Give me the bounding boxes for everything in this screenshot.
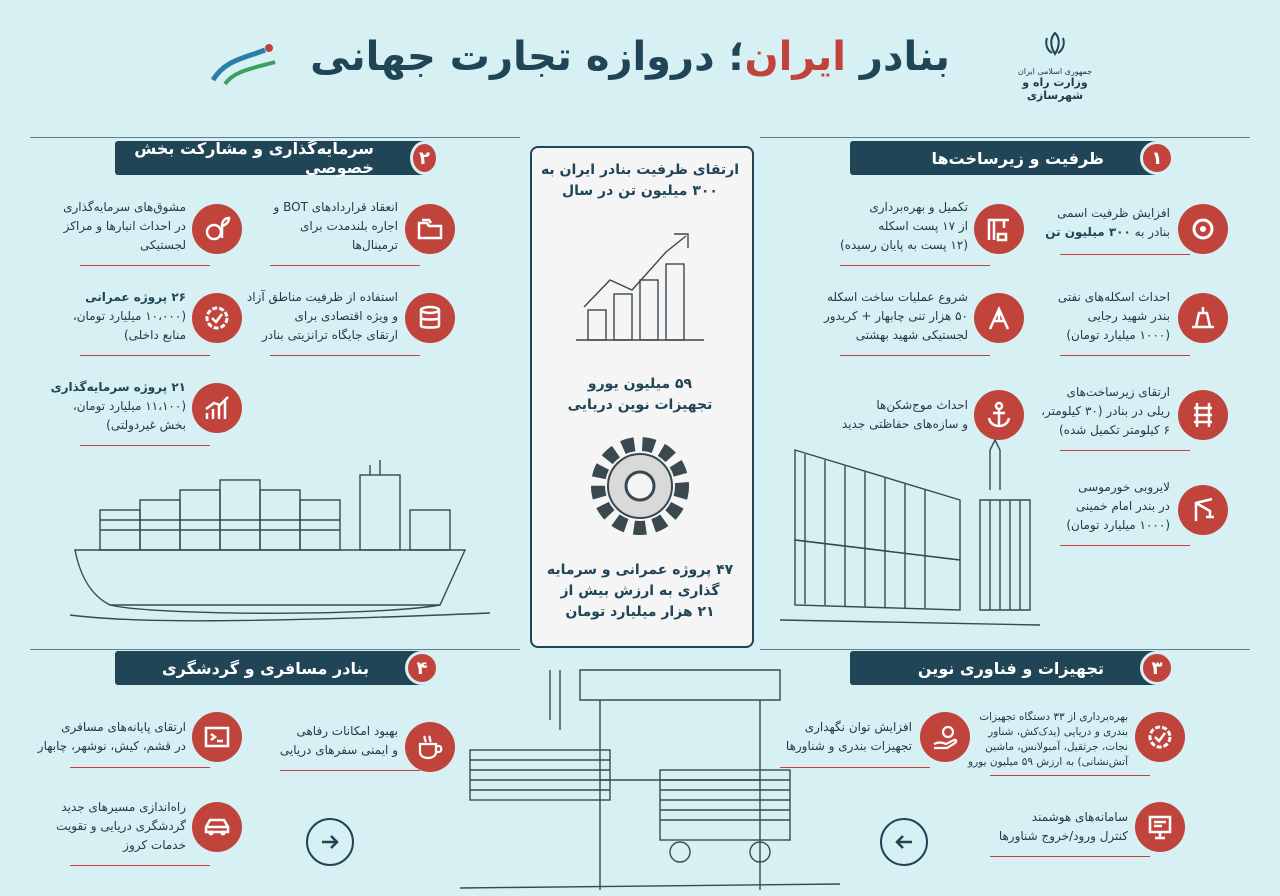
s4-b-line2: در قشم، کیش، نوشهر، چابهار bbox=[37, 739, 186, 753]
iran-emblem-icon bbox=[1041, 30, 1069, 58]
s2-c-underline bbox=[270, 355, 420, 356]
s2-c-line3: ارتقای جایگاه ترانزیتی بنادر bbox=[262, 328, 398, 342]
s1-d-line3: لجستیکی شهید بهشتی bbox=[855, 328, 968, 342]
center-t3: ۵۹ میلیون یورو bbox=[587, 376, 693, 392]
title-highlight: ایران bbox=[744, 34, 846, 80]
s1-e-line3: ۶ کیلومتر تکمیل شده) bbox=[1058, 423, 1170, 437]
center-capacity-text bbox=[540, 160, 740, 202]
s1-g-line1: لایروبی خورموسی bbox=[1078, 480, 1170, 494]
s4-c-line1: راه‌اندازی مسیرهای جدید bbox=[61, 800, 186, 814]
center-t5: ۴۷ پروژه عمرانی و سرمایه bbox=[546, 562, 734, 578]
s2-b-line1: مشوق‌های سرمایه‌گذاری bbox=[63, 200, 186, 214]
s2-e-line1: ۲۱ پروژه سرمایه‌گذاری bbox=[50, 380, 186, 394]
divider-bottom-right bbox=[760, 649, 1250, 650]
section-4-number: ۴ bbox=[405, 651, 439, 685]
s1-a-line2: بنادر به bbox=[1130, 225, 1170, 239]
s3-c-underline bbox=[990, 856, 1150, 857]
s1-c-line1: احداث اسکله‌های نفتی bbox=[1057, 290, 1170, 304]
s1-g-line2: در بندر امام خمینی bbox=[1075, 499, 1170, 513]
center-t1: ارتقای ظرفیت بنادر ایران به bbox=[540, 162, 740, 178]
container-yard-illustration bbox=[780, 430, 1040, 630]
s4-c-line2: گردشگری دریایی و تقویت bbox=[56, 819, 186, 833]
s1-e-underline bbox=[1060, 450, 1190, 451]
container-yard-icon bbox=[780, 430, 1040, 630]
s1-g-line3: (۱۰۰۰ میلیارد تومان) bbox=[1066, 518, 1170, 532]
section-4-header bbox=[115, 651, 428, 685]
s4-a-underline bbox=[280, 770, 420, 771]
title-part-2: ؛ دروازه تجارت جهانی bbox=[310, 34, 745, 80]
s4-item-cruise bbox=[20, 798, 186, 855]
coffee-cup-icon bbox=[405, 722, 455, 772]
divider-bottom-left bbox=[30, 649, 520, 650]
ministry-line-2: وزارت راه و شهرسازی bbox=[1022, 76, 1088, 102]
center-t6: گذاری به ارزش بیش از bbox=[560, 583, 720, 599]
capacity-gear-icon bbox=[1178, 204, 1228, 254]
port-crane-icon bbox=[974, 204, 1024, 254]
s1-f-line1: احداث موج‌شکن‌ها bbox=[876, 398, 968, 412]
s2-b-line3: لجستیکی bbox=[140, 238, 186, 252]
maintenance-hand-icon bbox=[920, 712, 970, 762]
s1-a-line1: افزایش ظرفیت اسمی bbox=[1057, 206, 1170, 220]
center-projects-text bbox=[540, 560, 740, 623]
s3-c-line1: سامانه‌های هوشمند bbox=[1031, 810, 1128, 824]
s2-item-21-projects bbox=[30, 378, 186, 435]
section-1-header bbox=[850, 141, 1163, 175]
gear-illustration bbox=[580, 426, 700, 546]
section-2-header bbox=[115, 139, 430, 177]
arrow-right-button[interactable] bbox=[306, 818, 354, 866]
s2-item-free-zones bbox=[220, 288, 398, 345]
section-3-title: تجهیزات و فناوری نوین bbox=[917, 658, 1104, 678]
s2-e-underline bbox=[80, 445, 210, 446]
growth-chart-icon bbox=[192, 383, 242, 433]
section-1-number: ۱ bbox=[1140, 141, 1174, 175]
s2-item-26-projects bbox=[30, 288, 186, 345]
dredger-crane-icon bbox=[1178, 485, 1228, 535]
s1-item-oil-jetties bbox=[1010, 288, 1170, 345]
s1-c-underline bbox=[1060, 355, 1190, 356]
s2-c-line2: و ویژه اقتصادی برای bbox=[294, 309, 398, 323]
s4-b-line1: ارتقای پایانه‌های مسافری bbox=[61, 720, 186, 734]
s1-c-line2: بندر شهید رجایی bbox=[1087, 309, 1170, 323]
s1-a-underline bbox=[1060, 254, 1190, 255]
s2-c-line1: استفاده از ظرفیت مناطق آزاد bbox=[246, 290, 398, 304]
s1-f-line2: و سازه‌های حفاظتی جدید bbox=[841, 417, 968, 431]
s1-d-line2: ۵۰ هزار تنی چابهار + کریدور bbox=[823, 309, 968, 323]
section-4-title: بنادر مسافری و گردشگری bbox=[161, 658, 369, 678]
smart-system-icon bbox=[1135, 802, 1185, 852]
investment-plant-icon bbox=[192, 204, 242, 254]
ministry-line-1: جمهوری اسلامی ایران bbox=[1017, 67, 1093, 76]
s1-b-line3: (۱۲ پست به پایان رسیده) bbox=[840, 238, 968, 252]
s2-a-underline bbox=[270, 265, 420, 266]
s2-d-underline bbox=[80, 355, 210, 356]
s2-d-line3: منابع داخلی) bbox=[124, 328, 186, 342]
big-gear-icon bbox=[580, 426, 700, 546]
ministry-logo bbox=[1000, 30, 1110, 102]
s4-a-line1: بهبود امکانات رفاهی bbox=[296, 724, 398, 738]
divider-top-left bbox=[30, 137, 520, 138]
car-icon bbox=[192, 802, 242, 852]
s2-a-line2: اجاره بلندمدت برای bbox=[299, 219, 398, 233]
s1-d-underline bbox=[840, 355, 990, 356]
title-part-1: بنادر bbox=[859, 34, 950, 80]
section-2-title: سرمایه‌گذاری و مشارکت بخش خصوصی bbox=[134, 139, 374, 177]
page-title bbox=[300, 34, 960, 80]
s3-a-underline bbox=[990, 775, 1150, 776]
s2-a-line1: انعقاد قراردادهای BOT و bbox=[273, 200, 398, 214]
s2-a-line3: ترمینال‌ها bbox=[352, 238, 398, 252]
s3-item-smart-systems bbox=[960, 808, 1128, 846]
growth-graph-illustration bbox=[570, 222, 710, 352]
s3-a-line4: آتش‌نشانی) به ارزش ۵۹ میلیون یورو bbox=[968, 756, 1128, 768]
s4-c-underline bbox=[70, 865, 210, 866]
terminal-icon bbox=[192, 712, 242, 762]
folder-icon bbox=[405, 204, 455, 254]
s3-a-line3: نجات، جرثقیل، آمبولانس، ماشین bbox=[985, 741, 1128, 753]
cargo-ship-icon bbox=[70, 455, 490, 625]
s2-b-underline bbox=[80, 265, 210, 266]
s4-c-line3: خدمات کروز bbox=[123, 838, 186, 852]
s3-item-33-devices bbox=[960, 710, 1128, 770]
s1-e-line1: ارتقای زیرساخت‌های bbox=[1066, 385, 1170, 399]
s1-b-line1: تکمیل و بهره‌برداری bbox=[869, 200, 968, 214]
s1-g-underline bbox=[1060, 545, 1190, 546]
railway-icon bbox=[1178, 390, 1228, 440]
center-t4: تجهیزات نوین دریایی bbox=[567, 397, 713, 413]
gear-check-icon bbox=[192, 293, 242, 343]
gantry-crane-icon bbox=[460, 660, 840, 892]
s2-item-incentives bbox=[30, 198, 186, 255]
s2-item-bot bbox=[240, 198, 398, 255]
oil-jetty-icon bbox=[1178, 293, 1228, 343]
center-equipment-text bbox=[540, 374, 740, 416]
divider-top-right bbox=[760, 137, 1250, 138]
s1-item-breakwaters bbox=[810, 396, 968, 434]
s3-a-line2: بندری و دریایی (یدک‌کش، شناور bbox=[988, 726, 1128, 738]
s4-b-underline bbox=[70, 767, 210, 768]
s4-a-line2: و ایمنی سفرهای دریایی bbox=[279, 743, 398, 757]
port-crane-illustration bbox=[460, 660, 840, 892]
database-icon bbox=[405, 293, 455, 343]
s3-c-line2: کنترل ورود/خروج شناورها bbox=[998, 829, 1128, 843]
s3-b-line2: تجهیزات بندری و شناورها bbox=[785, 739, 912, 753]
section-1-title: ظرفیت و زیرساخت‌ها bbox=[931, 148, 1104, 168]
campaign-logo-icon bbox=[205, 40, 285, 90]
s1-b-line2: از ۱۷ پست اسکله bbox=[878, 219, 968, 233]
s2-b-line2: در احداث انبارها و مراکز bbox=[63, 219, 186, 233]
s4-item-terminals bbox=[10, 718, 186, 756]
section-2-number: ۲ bbox=[410, 141, 439, 175]
section-3-number: ۳ bbox=[1140, 651, 1174, 685]
s1-c-line3: (۱۰۰۰ میلیارد تومان) bbox=[1066, 328, 1170, 342]
s2-d-line1: ۲۶ پروژه عمرانی bbox=[85, 290, 186, 304]
arrow-right-icon bbox=[318, 830, 342, 854]
section-3-header bbox=[850, 651, 1163, 685]
s2-d-line2: (۱۰،۰۰۰ میلیارد تومان، bbox=[72, 309, 186, 323]
growth-graph-icon bbox=[570, 222, 710, 352]
s1-item-berths bbox=[810, 198, 968, 255]
cargo-ship-illustration bbox=[70, 455, 490, 625]
s4-item-welfare bbox=[230, 722, 398, 760]
s3-a-line1: بهره‌برداری از ۳۳ دستگاه تجهیزات bbox=[979, 711, 1128, 723]
s1-e-line2: ریلی در بنادر (۳۰ کیلومتر، bbox=[1041, 404, 1170, 418]
campaign-logo bbox=[205, 40, 285, 90]
s1-item-capacity bbox=[1010, 204, 1170, 242]
center-t7: ۲۱ هزار میلیارد تومان bbox=[565, 604, 715, 620]
s1-b-underline bbox=[840, 265, 990, 266]
s1-a-bold: ۳۰۰ میلیون تن bbox=[1045, 225, 1131, 239]
s2-e-line3: بخش غیردولتی) bbox=[106, 418, 186, 432]
arrow-left-button[interactable] bbox=[880, 818, 928, 866]
s2-e-line2: (۱۱،۱۰۰ میلیارد تومان، bbox=[72, 399, 186, 413]
construction-crane-icon bbox=[974, 293, 1024, 343]
s1-d-line1: شروع عملیات ساخت اسکله bbox=[826, 290, 968, 304]
s3-b-line1: افزایش توان نگهداری bbox=[804, 720, 912, 734]
arrow-left-icon bbox=[892, 830, 916, 854]
equipment-gear-icon bbox=[1135, 712, 1185, 762]
s1-item-chabahar bbox=[780, 288, 968, 345]
center-t2: ۳۰۰ میلیون تن در سال bbox=[562, 183, 718, 199]
